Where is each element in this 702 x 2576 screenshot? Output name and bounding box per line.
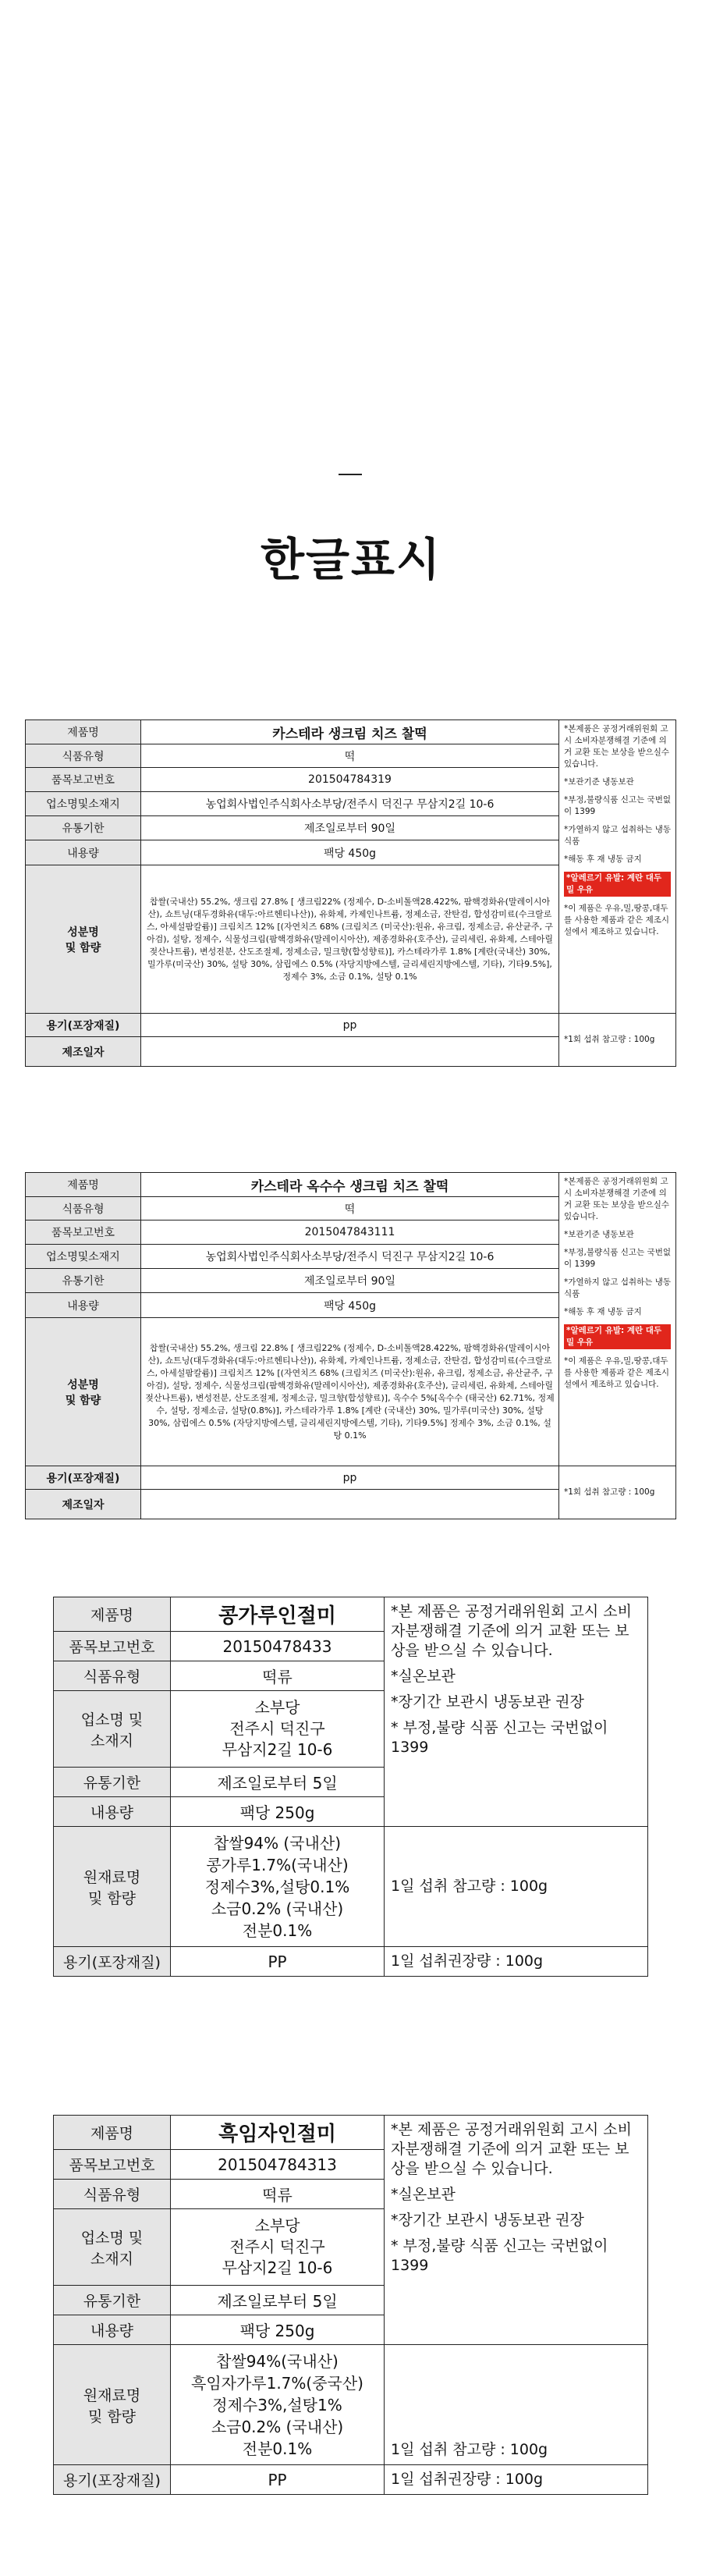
food-type: 떡 (141, 1197, 559, 1220)
serving-note: *1회 섭취 참고량 : 100g (559, 1466, 676, 1519)
label-content: 내용량 (54, 2315, 171, 2345)
label-report-number: 품목보고번호 (26, 1220, 141, 1245)
manufacturer: 소부당 전주시 덕진구 무삼지2길 10-6 (171, 1691, 385, 1768)
allergy-warning: *알레르기 유발: 계란 대두 밀 우유 (564, 872, 671, 897)
note-report: *부정,불량식품 신고는 국번없이 1399 (564, 1248, 671, 1269)
note-frozen: *가열하지 않고 섭취하는 냉동식품 (564, 825, 671, 846)
content-amount: 팩당 250g (171, 2315, 385, 2345)
label-packaging: 용기(포장재질) (54, 1947, 171, 1977)
label-content: 내용량 (26, 1293, 141, 1318)
title-divider (339, 474, 362, 475)
label-packaging: 용기(포장재질) (26, 1014, 141, 1037)
food-type: 떡류 (171, 1661, 385, 1691)
label-food-type: 식품유형 (26, 744, 141, 768)
label-expiry: 유통기한 (26, 816, 141, 840)
product-name: 카스테라 옥수수 생크림 치즈 찰떡 (141, 1173, 559, 1197)
label-ingredients: 성분명 및 함량 (26, 1318, 141, 1466)
serving-note: 1일 섭취 참고량 : 100g (385, 2345, 648, 2465)
label-manufacturer: 업소명 및 소재지 (54, 2209, 171, 2286)
note-storage: *실온보관 (391, 2186, 456, 2203)
note-dispute: *본제품은 공정거래위원회 고시 소비자분쟁해결 기준에 의거 교환 또는 보상을 받으실수 있습니다. (564, 1177, 670, 1221)
label-food-type: 식품유형 (26, 1197, 141, 1220)
product-label-table-3 (53, 1597, 648, 1977)
report-number: 2015047843111 (141, 1220, 559, 1245)
notes-cell (559, 1173, 676, 1466)
label-expiry: 유통기한 (26, 1269, 141, 1293)
product-label-table-2 (25, 1172, 676, 1519)
note-dispute: *본 제품은 공정거래위원회 고시 소비자분쟁해결 기준에 의거 교환 또는 보상을 받으실 수 있습니다. (391, 1603, 632, 1659)
label-manufacturer: 업소명 및 소재지 (54, 1691, 171, 1768)
label-report-number: 품목보고번호 (54, 1632, 171, 1661)
ingredients: 찹쌀(국내산) 55.2%, 생크림 27.8% [ 생크림22% (정제수, D-소비톨액28.422%, 팜핵경화유(말레이시아산), 쇼트닝(대두경화유(대두:아르헨티나산)), 유화제, 카제인나트륨, 정제소금, 잔탄검, 합성감미료(수크랄로스, 아세설팜칼륨)] 크림치즈 12% [(자연치즈 68% (크림치즈 (미국산):원유, 유크림, 정제소금, 유산균주, 구아검), 설탕, 정제수, 식물성크림(팜핵경화유(말레이시아산), 제종경화유(호주산), 글리세린, 유화제, 스테아릴젖산나트륨), 변성전분, 산도조절제, 정제소금, 밀크향(합성향료)], 카스테라가루 1.8% [계란(국내산) 30%, 밀가루(미국산) 30%, 설탕 30%, 삼립에스 0.5% (자당지방에스텔, 글리세린지방에스텔, 기타), 기타9.5%], 정제수 3%, 소금 0.1%, 설탕 0.1% (141, 865, 559, 1014)
note-refreeze: *해동 후 재 냉동 금지 (564, 1307, 642, 1316)
content-amount: 팩당 450g (141, 840, 559, 865)
notes-cell (385, 1597, 648, 1827)
packaging: pp (141, 1014, 559, 1037)
packaging: pp (141, 1466, 559, 1490)
note-storage: *보관기준 냉동보관 (564, 1230, 634, 1239)
note-frozen-storage: *장기간 보관시 냉동보관 권장 (391, 2212, 584, 2229)
label-food-type: 식품유형 (54, 2180, 171, 2209)
page-title: 한글표시 (260, 533, 442, 586)
label-packaging: 용기(포장재질) (54, 2465, 171, 2495)
allergy-warning: *알레르기 유발: 계란 대두 밀 우유 (564, 1324, 671, 1349)
note-report: *부정,불량식품 신고는 국번없이 1399 (564, 795, 671, 816)
note-frozen: *가열하지 않고 섭취하는 냉동식품 (564, 1277, 671, 1299)
content-amount: 팩당 450g (141, 1293, 559, 1318)
label-content: 내용량 (54, 1797, 171, 1827)
ingredients: 찹쌀(국내산) 55.2%, 생크림 22.8% [ 생크림22% (정제수, D-소비톨액28.422%, 팜핵경화유(말레이시아산), 쇼트닝(대두경화유(대두:아르헨티나산)), 유화제, 카제인나트륨, 정제소금, 잔탄검, 합성감미료(수크랄로스, 아세설팜칼륨)] 크림치즈 12% [(자연치즈 68% (크림치즈 (미국산):원유, 유크림, 정제소금, 유산균주, 구아검), 설탕, 정제수, 식물성크림(팜핵경화유(말레이시아산), 제종경화유(호주산), 글리세린, 유화제, 스테아릴젖산나트륨), 변성전분, 산도조절제, 정제소금, 밀크향(합성향료)], 옥수수 5%[옥수수 (태국산) 62.71%, 정제수, 설탕, 정제소금, 설탕(0.8%)], 카스테라가루 1.8% [계란 (국내산) 30%, 밀가루(미국산) 30%, 설탕 30%, 삼립에스 0.5% (자당지방에스텔, 글리세린지방에스텔, 기타), 기타9.5%] 정제수 3%, 소금 0.1%, 설탕 0.1% (141, 1318, 559, 1466)
ingredients: 찹쌀94%(국내산) 흑임자가루1.7%(중국산) 정제수3%,설탕1% 소금0.2% (국내산) 전분0.1% (171, 2345, 385, 2465)
label-expiry: 유통기한 (54, 2286, 171, 2315)
manufacturer: 소부당 전주시 덕진구 무삼지2길 10-6 (171, 2209, 385, 2286)
product-name: 흑임자인절미 (171, 2116, 385, 2150)
recommended-intake: 1일 섭취권장량 : 100g (385, 1947, 648, 1977)
manufacture-date (141, 1490, 559, 1519)
label-ingredients: 성분명 및 함량 (26, 865, 141, 1014)
product-label-table-1 (25, 720, 676, 1067)
label-report-number: 품목보고번호 (54, 2150, 171, 2180)
manufacture-date (141, 1037, 559, 1067)
report-number: 20150478433 (171, 1632, 385, 1661)
note-storage: *보관기준 냉동보관 (564, 777, 634, 787)
packaging: PP (171, 1947, 385, 1977)
note-dispute: *본 제품은 공정거래위원회 고시 소비자분쟁해결 기준에 의거 교환 또는 보상을 받으실 수 있습니다. (391, 2121, 632, 2177)
expiry: 제조일로부터 90일 (141, 816, 559, 840)
note-facility: *이 제품은 우유,밀,땅콩,대두를 사용한 제품과 같은 제조시설에서 제조하고 있습니다. (564, 904, 670, 936)
label-ingredients: 원재료명 및 함량 (54, 1827, 171, 1947)
product-name: 콩가루인절미 (171, 1597, 385, 1632)
note-frozen-storage: *장기간 보관시 냉동보관 권장 (391, 1693, 584, 1711)
product-label-table-4 (53, 2115, 648, 2495)
manufacturer: 농업회사법인주식회사소부당/전주시 덕진구 무삼지2길 10-6 (141, 792, 559, 816)
product-name: 카스테라 생크림 치즈 찰떡 (141, 720, 559, 744)
manufacturer: 농업회사법인주식회사소부당/전주시 덕진구 무삼지2길 10-6 (141, 1245, 559, 1269)
label-report-number: 품목보고번호 (26, 768, 141, 792)
packaging: PP (171, 2465, 385, 2495)
serving-note: *1회 섭취 참고량 : 100g (559, 1014, 676, 1067)
note-refreeze: *해동 후 재 냉동 금지 (564, 855, 642, 864)
report-number: 201504784313 (171, 2150, 385, 2180)
label-expiry: 유통기한 (54, 1768, 171, 1797)
note-storage: *실온보관 (391, 1668, 456, 1685)
serving-note: 1일 섭취 참고량 : 100g (385, 1827, 648, 1947)
food-type: 떡 (141, 744, 559, 768)
label-ingredients: 원재료명 및 함량 (54, 2345, 171, 2465)
recommended-intake: 1일 섭취권장량 : 100g (385, 2465, 648, 2495)
notes-cell (559, 720, 676, 1014)
ingredients: 찹쌀94% (국내산) 콩가루1.7%(국내산) 정제수3%,설탕0.1% 소금0.2% (국내산) 전분0.1% (171, 1827, 385, 1947)
food-type: 떡류 (171, 2180, 385, 2209)
content-amount: 팩당 250g (171, 1797, 385, 1827)
note-dispute: *본제품은 공정거래위원회 고시 소비자분쟁해결 기준에 의거 교환 또는 보상을 받으실수 있습니다. (564, 724, 670, 769)
label-product-name: 제품명 (26, 1173, 141, 1197)
label-manufacturer: 업소명및소재지 (26, 792, 141, 816)
label-product-name: 제품명 (54, 1597, 171, 1632)
label-food-type: 식품유형 (54, 1661, 171, 1691)
label-content: 내용량 (26, 840, 141, 865)
label-manufacturer: 업소명및소재지 (26, 1245, 141, 1269)
label-product-name: 제품명 (26, 720, 141, 744)
label-packaging: 용기(포장재질) (26, 1466, 141, 1490)
label-manufacture-date: 제조일자 (26, 1037, 141, 1067)
expiry: 제조일로부터 5일 (171, 1768, 385, 1797)
expiry: 제조일로부터 5일 (171, 2286, 385, 2315)
notes-cell (385, 2116, 648, 2345)
note-report: * 부정,불량 식품 신고는 국번없이 1399 (391, 1719, 608, 1756)
label-product-name: 제품명 (54, 2116, 171, 2150)
expiry: 제조일로부터 90일 (141, 1269, 559, 1293)
note-facility: *이 제품은 우유,밀,땅콩,대두를 사용한 제품과 같은 제조시설에서 제조하고 있습니다. (564, 1356, 670, 1389)
label-manufacture-date: 제조일자 (26, 1490, 141, 1519)
note-report: * 부정,불량 식품 신고는 국번없이 1399 (391, 2237, 608, 2274)
report-number: 201504784319 (141, 768, 559, 792)
